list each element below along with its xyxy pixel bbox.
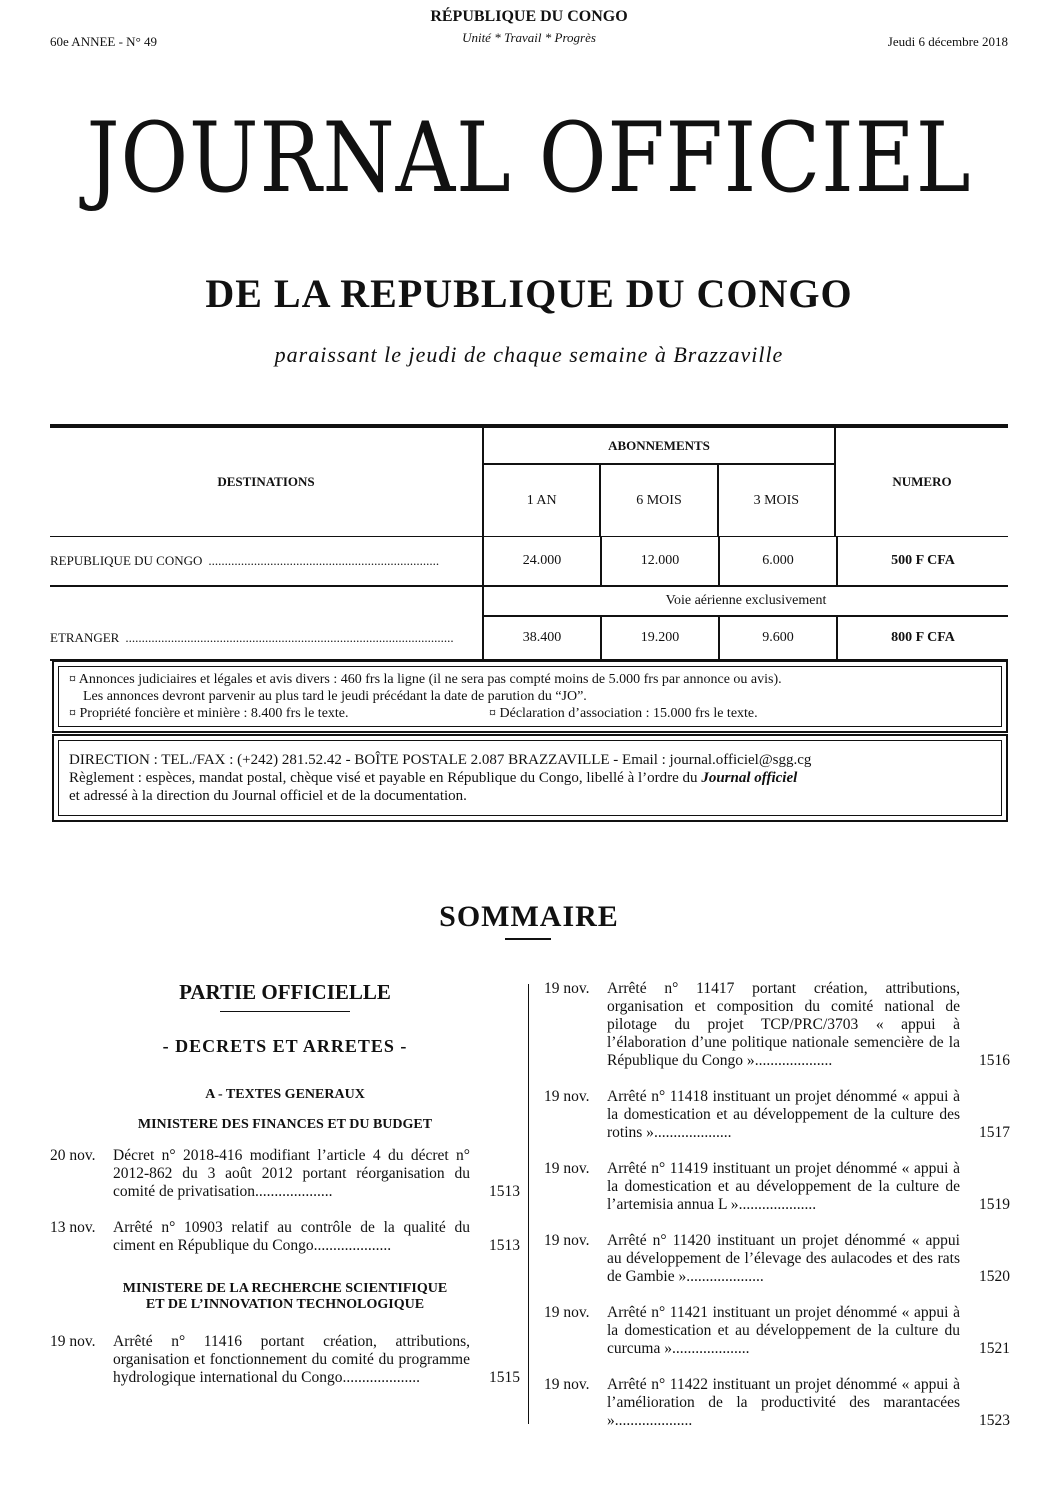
toc-entry[interactable]	[544, 1304, 1010, 1358]
notices-box	[52, 660, 1008, 733]
notice-line: ¤ Propriété foncière et minière : 8.400 frs le texte.	[69, 706, 349, 721]
direction-contact: DIRECTION : TEL./FAX : (+242) 281.52.42 - BOÎTE POSTALE 2.087 BRAZZAVILLE - Email : journal.officiel@sgg.cg	[69, 752, 812, 768]
toc-right-column	[544, 980, 1010, 1448]
issue-date: Jeudi 6 décembre 2018	[887, 34, 1008, 49]
air-note: Voie aérienne exclusivement	[482, 587, 1008, 617]
payment-address: et adressé à la direction du Journal officiel et de la documentation.	[69, 788, 467, 804]
toc-entry-title: Arrêté n° 11419 instituant un projet dénommé « appui à la domestication et au développement de la culture de l’artemisia annua L »	[607, 1160, 960, 1213]
top-bar	[50, 8, 1008, 52]
numero-cell: 800 F CFA	[836, 617, 1008, 659]
toc-entry-title: Décret n° 2018-416 modifiant l’article 4 du décret n° 2012-862 du 3 août 2012 portant réorganisation du comité de privatisation	[113, 1147, 470, 1200]
toc-entry-page: 1523	[979, 1412, 1010, 1429]
toc-entry-title: Arrêté n° 11421 instituant un projet dénommé « appui à la domestication et au développement de la culture du curcuma »	[607, 1304, 960, 1357]
leader-dots: ....................	[342, 1369, 420, 1386]
toc-entry-title: Arrêté n° 11416 portant création, attributions, organisation et fonctionnement du comité du programme hydrologique international du Congo	[113, 1333, 470, 1386]
toc-entry-title: Arrêté n° 11422 instituant un projet dénommé « appui à l’amélioration de la productivité des marantacées »	[607, 1376, 960, 1429]
sommaire-title: SOMMAIRE	[439, 900, 619, 933]
leader-dots: ....................	[671, 1340, 750, 1357]
toc-entry-date: 13 nov.	[50, 1219, 96, 1236]
notice-line: ¤ Déclaration d’association : 15.000 frs le texte.	[489, 706, 758, 721]
rate-cell: 12.000	[600, 537, 718, 585]
toc-entry-page: 1521	[979, 1340, 1010, 1357]
issue-number: 60e ANNEE - N° 49	[50, 34, 158, 49]
rate-row-etranger: ETRANGER ..................................................................................................... 38.400 19.200 9.600 800 F CFA	[50, 617, 1008, 661]
payment-info: Règlement : espèces, mandat postal, chèque visé et payable en République du Congo, libellé à l’ordre du	[69, 770, 702, 786]
toc-entry-date: 19 nov.	[544, 1088, 590, 1105]
leader-dots: ....................	[653, 1124, 732, 1141]
toc-entry-page: 1520	[979, 1268, 1010, 1285]
toc-entry-title: Arrêté n° 11418 instituant un projet dénommé « appui à la domestication et au développement de la culture des rotins »	[607, 1088, 960, 1141]
ministry-heading: ET DE L’INNOVATION TECHNOLOGIQUE	[145, 1297, 425, 1312]
leader-dots: ....................	[614, 1412, 693, 1429]
period-1y: 1 AN	[526, 492, 557, 508]
rate-cell: 19.200	[600, 617, 718, 659]
section-heading: A - TEXTES GENERAUX	[205, 1087, 365, 1102]
toc-entry-date: 19 nov.	[544, 1160, 590, 1177]
toc-entry-date: 19 nov.	[544, 1304, 590, 1321]
toc-entry-page: 1513	[489, 1237, 520, 1254]
decrets-heading: - DECRETS ET ARRETES -	[162, 1036, 408, 1056]
destination-congo: REPUBLIQUE DU CONGO	[50, 553, 203, 568]
leader-dots: ....................	[255, 1183, 333, 1200]
toc-entry-date: 19 nov.	[544, 980, 590, 997]
divider	[505, 938, 551, 940]
direction-box	[52, 734, 1008, 822]
destinations-header: DESTINATIONS	[217, 474, 315, 489]
ministry-heading: MINISTERE DES FINANCES ET DU BUDGET	[137, 1117, 433, 1132]
rate-cell: 38.400	[482, 617, 600, 659]
leader-dots: ....................	[738, 1196, 817, 1213]
rates-table	[50, 424, 1008, 661]
column-divider	[528, 984, 529, 1424]
rate-row-congo: REPUBLIQUE DU CONGO ....................................................................... 24.000 12.000 6.000 500 F CFA	[50, 537, 1008, 587]
toc-entry[interactable]	[544, 1160, 1010, 1214]
leader-dots: ....................	[686, 1268, 764, 1285]
period-6m: 6 MOIS	[599, 465, 716, 536]
toc-entry-date: 19 nov.	[544, 1376, 590, 1393]
toc-entry-page: 1519	[979, 1196, 1010, 1213]
divider	[220, 1011, 350, 1012]
toc-left-column	[50, 980, 520, 1405]
toc-entry[interactable]	[544, 1376, 1010, 1430]
masthead-subtitle: DE LA REPUBLIQUE DU CONGO	[205, 271, 853, 316]
destination-etranger: ETRANGER	[50, 630, 120, 645]
rate-cell: 24.000	[482, 537, 600, 585]
toc-entry-page: 1515	[489, 1369, 520, 1386]
ministry-heading: MINISTERE DE LA RECHERCHE SCIENTIFIQUE	[122, 1281, 448, 1296]
rate-cell: 9.600	[718, 617, 836, 659]
toc-entry-title: Arrêté n° 10903 relatif au contrôle de la qualité du ciment en République du Congo	[113, 1219, 470, 1254]
toc-entry-page: 1517	[979, 1124, 1010, 1141]
national-motto: Unité * Travail * Progrès	[462, 30, 596, 45]
toc-entry-date: 19 nov.	[544, 1232, 590, 1249]
toc-entry[interactable]	[50, 1147, 520, 1201]
subscriptions-header: ABONNEMENTS	[484, 428, 834, 465]
toc-entry[interactable]	[544, 980, 1010, 1070]
numero-header: NUMERO	[834, 428, 1008, 536]
numero-cell: 500 F CFA	[836, 537, 1008, 585]
toc-entry-date: 20 nov.	[50, 1147, 96, 1164]
country-name: RÉPUBLIQUE DU CONGO	[430, 8, 628, 25]
toc-entry[interactable]	[50, 1219, 520, 1255]
journal-name: Journal officiel	[701, 770, 798, 786]
leader-dots: ....................	[313, 1237, 392, 1254]
toc-entry[interactable]	[544, 1232, 1010, 1286]
part-heading: PARTIE OFFICIELLE	[179, 980, 391, 1004]
masthead-title: JOURNAL OFFICIEL	[86, 102, 972, 214]
rate-cell: 6.000	[718, 537, 836, 585]
notice-line: Les annonces devront parvenir au plus tard le jeudi précédant la date de parution du “JO”.	[83, 689, 587, 704]
leader-dots: ....................	[754, 1052, 833, 1069]
toc-entry-title: Arrêté n° 11417 portant création, attributions, organisation et composition du comité national de pilotage du projet TCP/PRC/3703 « appui à l’élaboration d’une politique nationale semencière de la République du Congo »	[607, 980, 960, 1069]
period-3m: 3 MOIS	[717, 465, 834, 536]
toc-entry[interactable]	[50, 1333, 520, 1387]
masthead-tagline: paraissant le jeudi de chaque semaine à Brazzaville	[274, 342, 784, 367]
toc-entry-page: 1516	[979, 1052, 1010, 1069]
toc-entry[interactable]	[544, 1088, 1010, 1142]
notice-line: ¤ Annonces judiciaires et légales et avis divers : 460 frs la ligne (il ne sera pas compté moins de 5.000 frs par annonce ou avis).	[69, 672, 782, 687]
toc-entry-title: Arrêté n° 11420 instituant un projet dénommé « appui au développement de l’élevage des aulacodes et des rats de Gambie »	[607, 1232, 960, 1285]
toc-entry-page: 1513	[489, 1183, 520, 1200]
toc-entry-date: 19 nov.	[50, 1333, 96, 1350]
